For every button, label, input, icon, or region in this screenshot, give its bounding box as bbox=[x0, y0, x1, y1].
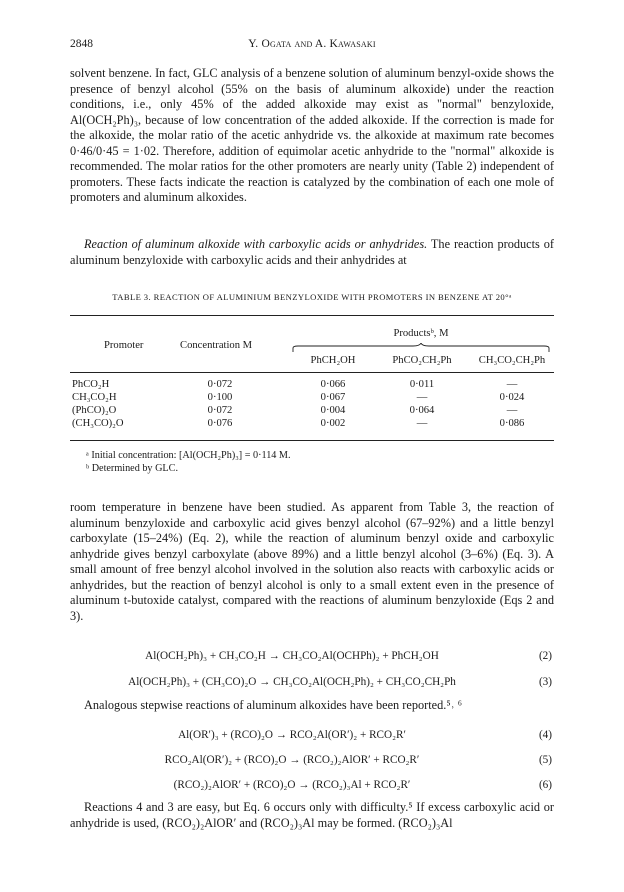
cell-phch2oh: 0·066 bbox=[320, 379, 346, 390]
cell-phco2ch2ph: 0·064 bbox=[409, 405, 435, 416]
equation-3 bbox=[70, 676, 554, 692]
cell-concentration: 0·072 bbox=[207, 379, 233, 390]
header-phch2oh: PhCH₂OH bbox=[310, 355, 356, 366]
header-ch3co2ch2ph: CH₃CO₂CH₂Ph bbox=[478, 355, 546, 366]
equation-body: Al(OCH₂Ph)₃ + (CH₃CO)₂O → CH₃CO₂Al(OCH₂Ph)₂ + CH₃CO₂CH₂Ph bbox=[128, 676, 456, 688]
equation-body: RCO₂Al(OR′)₂ + (RCO)₂O → (RCO₂)₂AlOR′ + RCO₂R′ bbox=[164, 754, 420, 766]
table-caption: TABLE 3. REACTION OF ALUMINIUM BENZYLOXIDE WITH PROMOTERS IN BENZENE AT 20°ᵃ bbox=[112, 292, 512, 302]
paragraph-closing: Reactions 4 and 3 are easy, but Eq. 6 occurs only with difficulty.⁵ If excess carboxylic acid or anhydride is used, (RCO₂)₂AlOR′ and (RCO₂)₃Al may be formed. (RCO₂)₃Al bbox=[70, 800, 554, 830]
paragraph-continued: solvent benzene. In fact, GLC analysis of a benzene solution of aluminum benzyl-oxide shows the presence of benzyl alcohol (55% on the basis of aluminum alkoxide) under the reaction conditions, i.e., only 45% of the added alkoxide may exist as "normal" benzyloxide, Al(OCH₂Ph)₃, because of low concentration of the added alkoxide. If the correction is made for the alkoxide, the molar ratio of the acetic anhydride vs. the alkoxide at maximum rate becomes 0·46/0·45 = 1·02. Therefore, addition of equimolar acetic anhydride to the "normal" alkoxide is recommended. The molar ratios for the other promoters are nearly unity (Table 2) independent of promoters. These facts indicate the reaction is catalyzed by the combination of each one mole of promoters and aluminum alkoxides. bbox=[70, 66, 554, 205]
equation-number: (6) bbox=[538, 779, 552, 791]
header-phco2ch2ph: PhCO₂CH₂Ph bbox=[392, 355, 452, 366]
header-promoter: Promoter bbox=[104, 340, 144, 351]
header-products: Productsᵇ, M bbox=[393, 328, 449, 339]
cell-phco2ch2ph: — bbox=[416, 392, 428, 403]
cell-ch3co2ch2ph: 0·024 bbox=[499, 392, 525, 403]
equation-2 bbox=[70, 650, 554, 666]
paragraph-results: room temperature in benzene have been studied. As apparent from Table 3, the reaction of aluminum benzyloxide and carboxylic acid gives benzyl alcohol (67–92%) and a little benzyl carboxylate (15–24%) (Eq. 2), while the reaction of aluminum benzyl oxide and carboxylic anhydride gives benzyl carboxylate (above 89%) and a little benzyl alcohol (3–6%) (Eq. 3). A small amount of free benzyl alcohol involved in the solution also reacts with carboxylic acids or anhydrides, but the reaction of benzyl alcohol is only to a small extent even in the presence of aluminum t-butoxide catalyst, compared with the reactions of aluminum benzyloxide (Eqs 2 and 3). bbox=[70, 500, 554, 623]
cell-phco2ch2ph: — bbox=[416, 418, 428, 429]
section-text: The reaction products of aluminum benzyloxide with carboxylic acids and their anhydrides at bbox=[70, 237, 554, 267]
equation-4 bbox=[70, 729, 554, 745]
running-head bbox=[70, 38, 554, 54]
cell-phch2oh: 0·004 bbox=[320, 405, 346, 416]
cell-ch3co2ch2ph: — bbox=[506, 379, 518, 390]
cell-concentration: 0·100 bbox=[207, 392, 233, 403]
products-brace bbox=[292, 343, 550, 353]
cell-concentration: 0·076 bbox=[207, 418, 233, 429]
table-footnote-b: ᵇ Determined by GLC. bbox=[86, 463, 178, 474]
section-heading: Reaction of aluminum alkoxide with carboxylic acids or anhydrides. bbox=[84, 237, 428, 251]
table-footnote-a: ᵃ Initial concentration: [Al(OCH₂Ph)₃] = 0·114 M. bbox=[86, 450, 291, 461]
equation-5 bbox=[70, 754, 554, 770]
equation-body: Al(OR′)₃ + (RCO)₂O → RCO₂Al(OR′)₂ + RCO₂R′ bbox=[178, 729, 406, 741]
cell-ch3co2ch2ph: — bbox=[506, 405, 518, 416]
paragraph-analogous: Analogous stepwise reactions of aluminum alkoxides have been reported.⁵˒ ⁶ bbox=[84, 698, 463, 712]
cell-phch2oh: 0·067 bbox=[320, 392, 346, 403]
table-bottom-rule bbox=[70, 440, 554, 441]
equation-number: (4) bbox=[538, 729, 552, 741]
cell-phco2ch2ph: 0·011 bbox=[409, 379, 435, 390]
cell-promoter: (CH₃CO)₂O bbox=[72, 418, 124, 429]
paragraph-section-reaction bbox=[70, 237, 554, 268]
cell-promoter: PhCO₂H bbox=[72, 379, 110, 390]
table-header-rule bbox=[70, 372, 554, 373]
equation-6 bbox=[70, 779, 554, 795]
cell-phch2oh: 0·002 bbox=[320, 418, 346, 429]
equation-number: (3) bbox=[538, 676, 552, 688]
running-title: Y. Ogata and A. Kawasaki bbox=[248, 38, 376, 50]
equation-body: Al(OCH₂Ph)₃ + CH₃CO₂H → CH₃CO₂Al(OCHPh)₂ + PhCH₂OH bbox=[145, 650, 439, 662]
cell-promoter: CH₃CO₂H bbox=[72, 392, 117, 403]
equation-body: (RCO₂)₂AlOR′ + (RCO)₂O → (RCO₂)₃Al + RCO₂R′ bbox=[173, 779, 411, 791]
header-concentration: Concentration M bbox=[180, 340, 253, 351]
cell-promoter: (PhCO)₂O bbox=[72, 405, 117, 416]
cell-ch3co2ch2ph: 0·086 bbox=[499, 418, 525, 429]
equation-number: (2) bbox=[538, 650, 552, 662]
page-number: 2848 bbox=[70, 38, 93, 50]
equation-number: (5) bbox=[538, 754, 552, 766]
table-top-rule bbox=[70, 315, 554, 316]
cell-concentration: 0·072 bbox=[207, 405, 233, 416]
